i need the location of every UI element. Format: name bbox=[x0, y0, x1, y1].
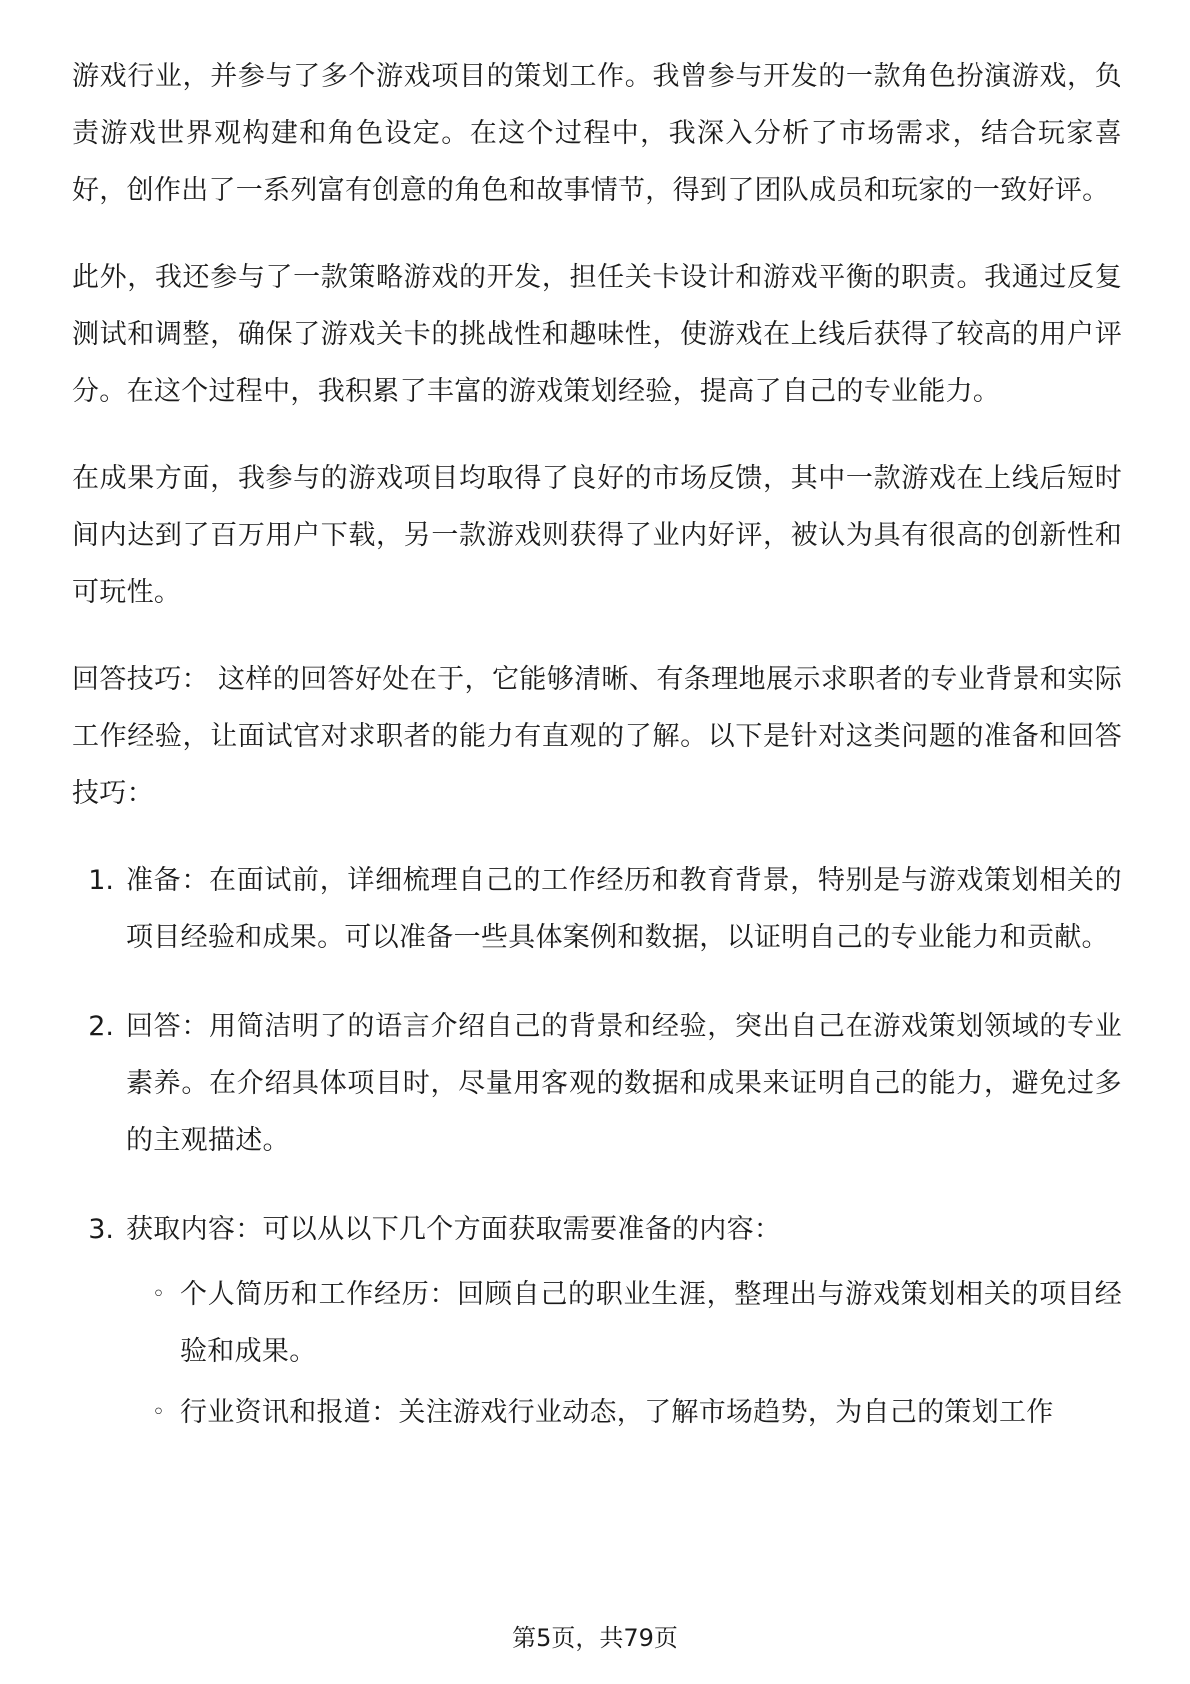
list-number: 3. bbox=[88, 1214, 114, 1245]
bullet-item-text: 个人简历和工作经历：回顾自己的职业生涯，整理出与游戏策划相关的项目经验和成果。 bbox=[180, 1279, 1122, 1367]
paragraph: 在成果方面，我参与的游戏项目均取得了良好的市场反馈，其中一款游戏在上线后短时间内达到了百万用户下载，另一款游戏则获得了业内好评，被认为具有很高的创新性和可玩性。 bbox=[72, 463, 1122, 608]
list-number: 2. bbox=[88, 1011, 114, 1042]
paragraph: 此外，我还参与了一款策略游戏的开发，担任关卡设计和游戏平衡的职责。我通过反复测试和调整，确保了游戏关卡的挑战性和趣味性，使游戏在上线后获得了较高的用户评分。在这个过程中，我积累了丰富的游戏策划经验，提高了自己的专业能力。 bbox=[72, 262, 1122, 407]
list-item bbox=[72, 998, 1122, 1169]
list-number: 1. bbox=[88, 865, 114, 896]
list-item-text: 回答：用简洁明了的语言介绍自己的背景和经验，突出自己在游戏策划领域的专业素养。在介绍具体项目时，尽量用客观的数据和成果来证明自己的能力，避免过多的主观描述。 bbox=[126, 1011, 1122, 1156]
bullet-icon: ◦ bbox=[152, 1282, 165, 1307]
paragraph: 回答技巧： 这样的回答好处在于，它能够清晰、有条理地展示求职者的专业背景和实际工作经验，让面试官对求职者的能力有直观的了解。以下是针对这类问题的准备和回答技巧： bbox=[72, 664, 1122, 809]
page-footer: 第5页，共79页 bbox=[512, 1624, 678, 1652]
numbered-list bbox=[72, 852, 1122, 1258]
bullet-icon: ◦ bbox=[152, 1400, 165, 1425]
list-item-text: 获取内容：可以从以下几个方面获取需要准备的内容： bbox=[126, 1214, 782, 1245]
list-item-text: 准备：在面试前，详细梳理自己的工作经历和教育背景，特别是与游戏策划相关的项目经验和成果。可以准备一些具体案例和数据，以证明自己的专业能力和贡献。 bbox=[126, 865, 1122, 953]
bullet-item bbox=[152, 1384, 1122, 1441]
document-body bbox=[72, 48, 1122, 1445]
bullet-item-text: 行业资讯和报道：关注游戏行业动态，了解市场趋势，为自己的策划工作 bbox=[180, 1397, 1054, 1428]
bullet-list bbox=[152, 1266, 1122, 1441]
list-item bbox=[72, 1201, 1122, 1258]
paragraph: 游戏行业，并参与了多个游戏项目的策划工作。我曾参与开发的一款角色扮演游戏，负责游戏世界观构建和角色设定。在这个过程中，我深入分析了市场需求，结合玩家喜好，创作出了一系列富有创意的角色和故事情节，得到了团队成员和玩家的一致好评。 bbox=[72, 61, 1122, 206]
list-item bbox=[72, 852, 1122, 966]
bullet-item bbox=[152, 1266, 1122, 1380]
